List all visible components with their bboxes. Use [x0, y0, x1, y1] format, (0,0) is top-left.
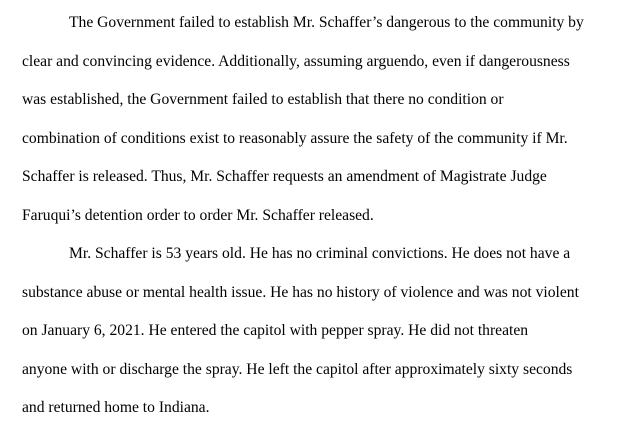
text-line: substance abuse or mental health issue. He has no history of violence and was not violent — [22, 283, 579, 301]
paragraph — [22, 235, 622, 428]
text-line: The Government failed to establish Mr. Schaffer’s dangerous to the community by — [69, 14, 584, 31]
text-line: Schaffer is released. Thus, Mr. Schaffer requests an amendment of Magistrate Judge — [22, 168, 547, 185]
text-line: on January 6, 2021. He entered the capitol with pepper spray. He did not threaten — [22, 322, 529, 339]
document-page — [22, 0, 622, 428]
text-line: clear and convincing evidence. Additionally, assuming arguendo, even if dangerousness — [22, 52, 570, 70]
text-line: Faruqui’s detention order to order Mr. Schaffer released. — [22, 206, 374, 224]
text-line: anyone with or discharge the spray. He left the capitol after approximately sixty seconds — [22, 360, 573, 378]
text-line: combination of conditions exist to reasonably assure the safety of the community if Mr. — [22, 129, 568, 147]
text-line: was established, the Government failed to establish that there no condition or — [22, 91, 504, 108]
paragraph — [22, 4, 622, 235]
text-line: Mr. Schaffer is 53 years old. He has no criminal convictions. He does not have a — [69, 245, 571, 262]
text-line: and returned home to Indiana. — [22, 399, 210, 416]
